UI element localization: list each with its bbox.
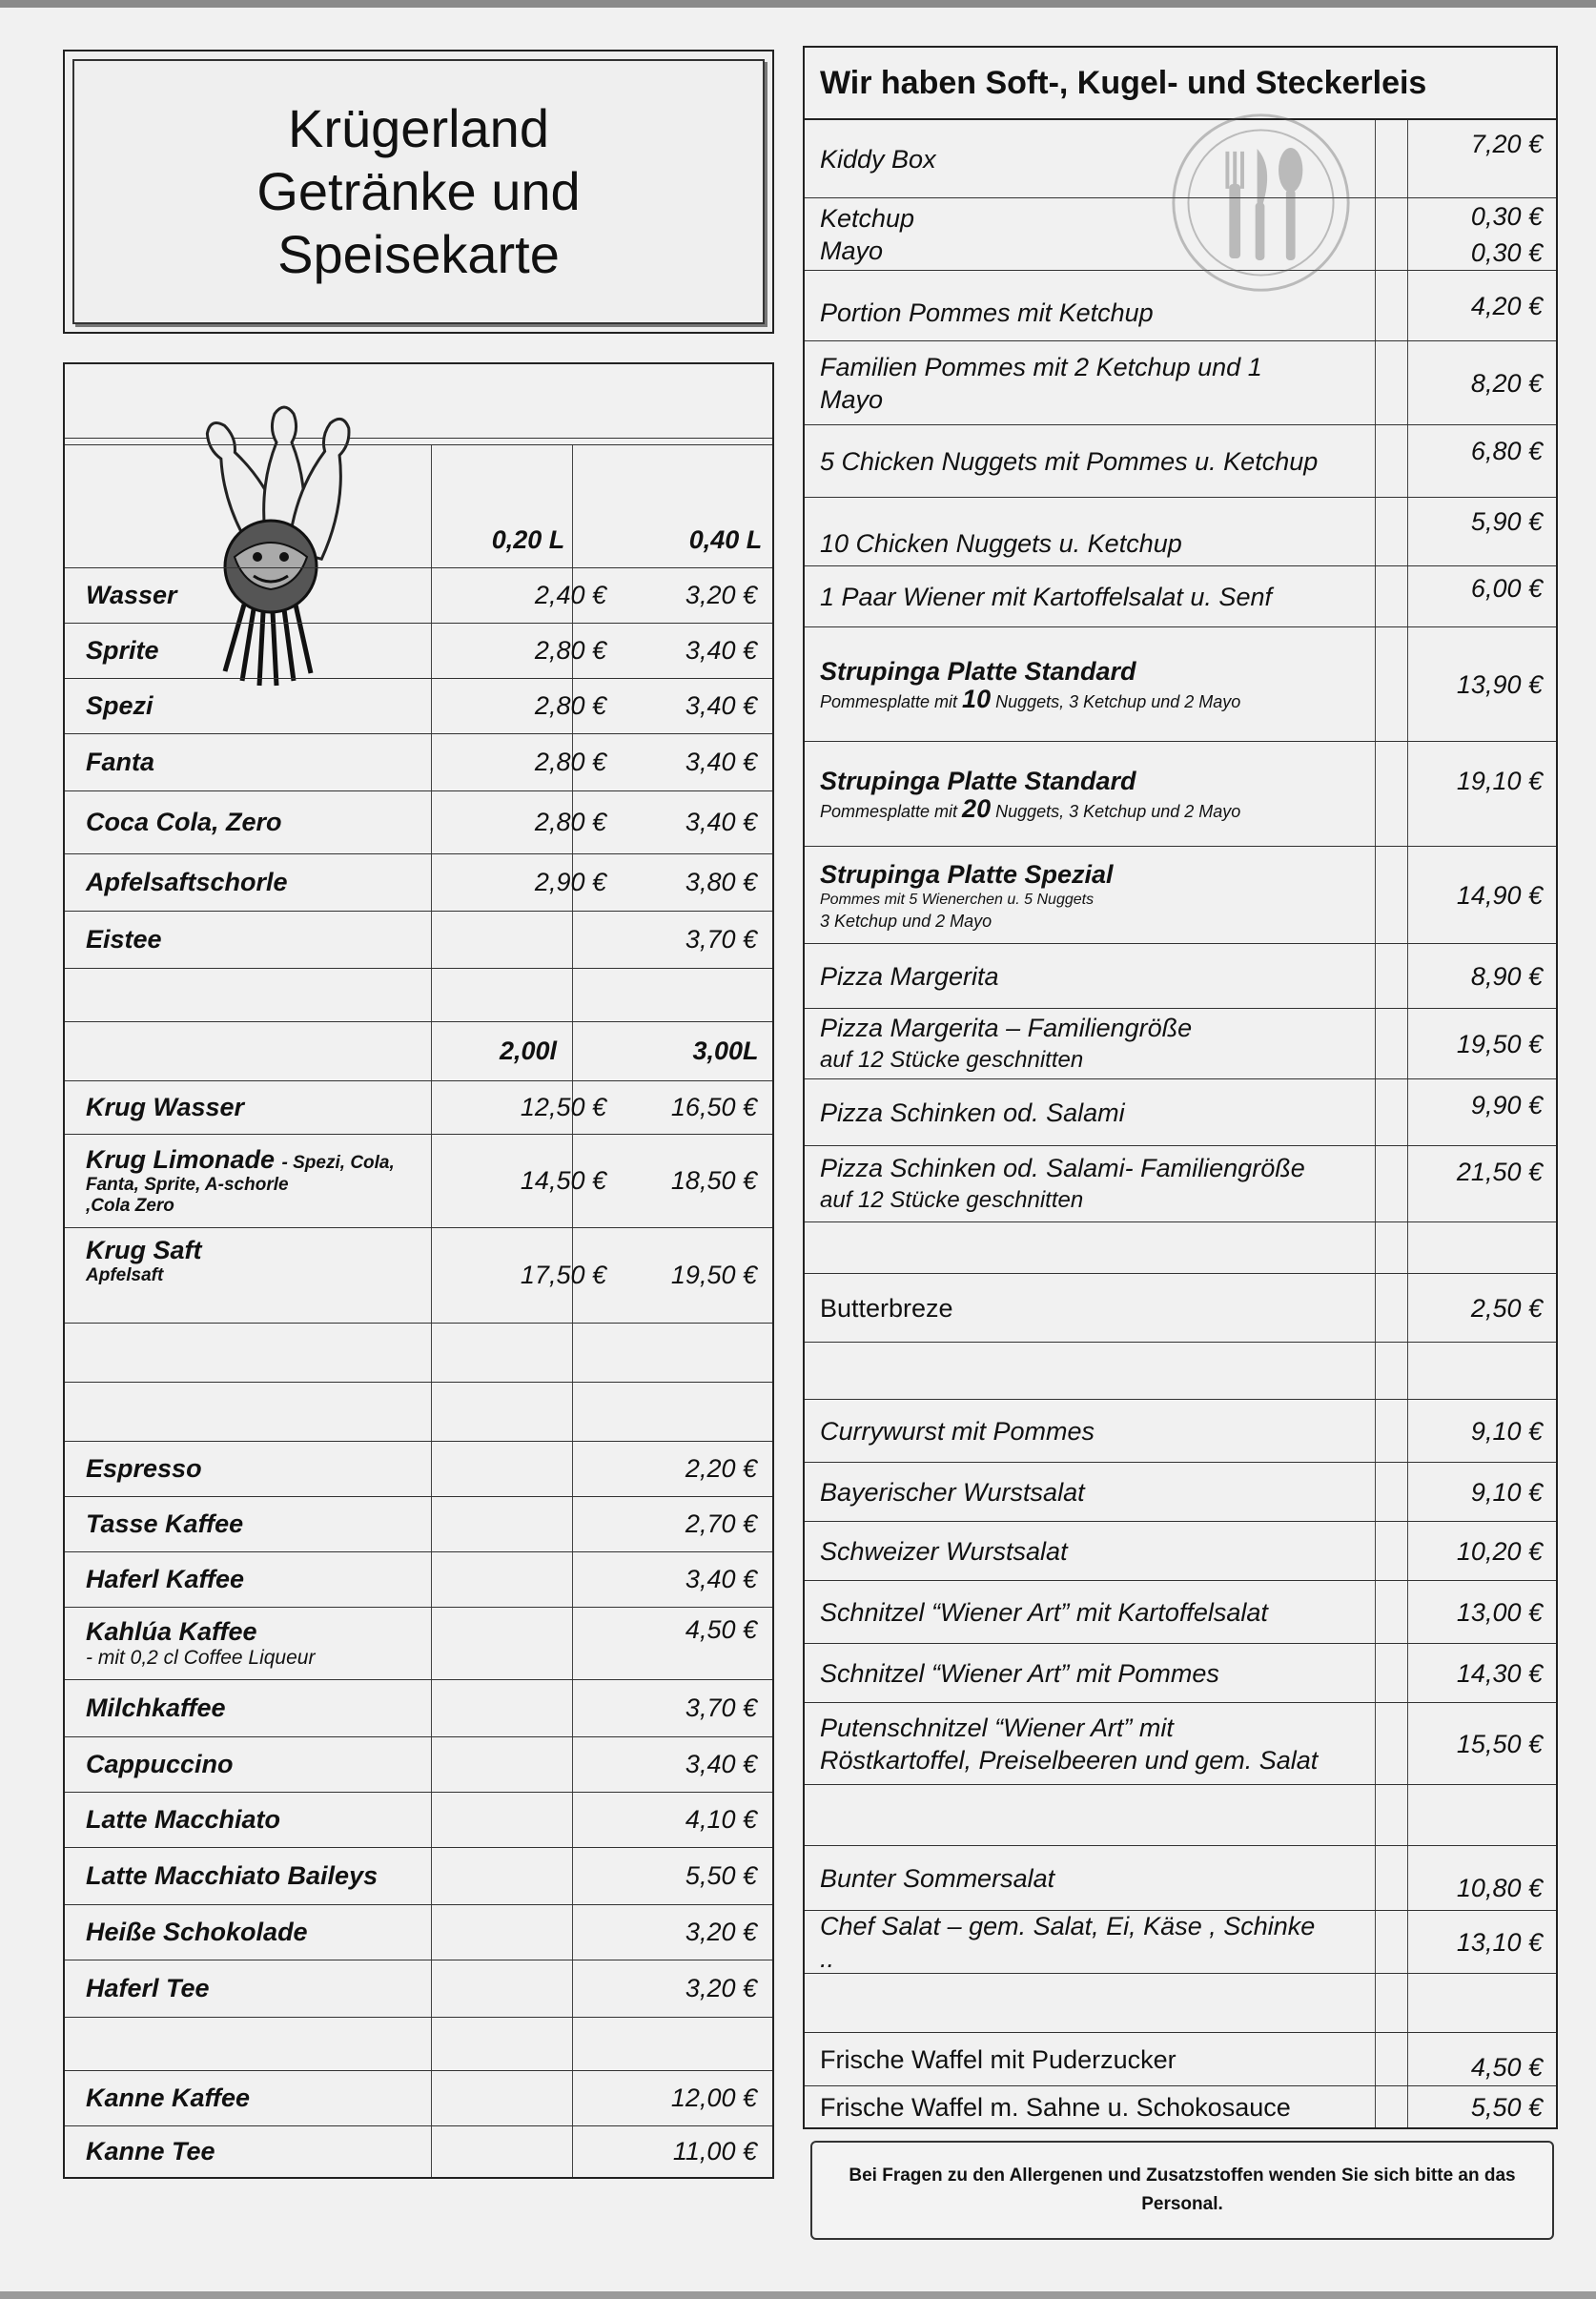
food-name: Pizza Margerita – Familiengröße (820, 1013, 1193, 1042)
food-name-block (820, 1703, 1327, 1784)
krug-price-small: 17,50 € (520, 1261, 606, 1289)
drink-price-small: 2,80 € (534, 636, 606, 665)
krug-row (65, 1135, 772, 1228)
food-name: Frische Waffel m. Sahne u. Schokosauce (820, 2092, 1291, 2122)
food-price: 4,20 € (1470, 291, 1543, 320)
hot-drink-row (65, 1497, 772, 1552)
drink-row (65, 854, 772, 912)
krug-price-small: 12,50 € (520, 1093, 606, 1121)
food-price: 13,90 € (1456, 669, 1543, 699)
food-name: 1 Paar Wiener mit Kartoffelsalat u. Senf (820, 582, 1272, 611)
food-row (805, 1274, 1556, 1343)
krug-price-large: 18,50 € (670, 1166, 757, 1195)
food-name-block (820, 341, 1327, 424)
hot-drink-price: 2,20 € (685, 1454, 757, 1483)
hot-drink-name: Heiße Schokolade (86, 1918, 308, 1946)
hot-drink-name: Milchkaffee (86, 1693, 226, 1722)
hot-drink-price: 3,40 € (685, 1750, 757, 1778)
drink-name: Sprite (86, 636, 159, 665)
food-name-block (820, 847, 1327, 943)
food-price: 8,20 € (1470, 368, 1543, 398)
drink-price-large: 3,40 € (685, 808, 757, 836)
food-price: 14,30 € (1456, 1658, 1543, 1688)
hot-drink-name-block (86, 1608, 315, 1679)
krug-detail: Fanta, Sprite, A-schorle (86, 1175, 289, 1195)
food-detail-number: 20 (962, 794, 992, 823)
hot-drink-name: Tasse Kaffee (86, 1509, 244, 1538)
food-row (805, 1400, 1556, 1463)
food-name-block (820, 627, 1327, 741)
drink-price-small: 2,80 € (534, 748, 606, 776)
krug-price-large: 16,50 € (670, 1093, 757, 1121)
food-name: Butterbreze (820, 1293, 953, 1323)
food-price: 19,50 € (1456, 1029, 1543, 1058)
hot-drink-row (65, 1960, 772, 2018)
hot-drink-name: Haferl Tee (86, 1974, 210, 2002)
food-name-line-2: auf 12 Stücke geschnitten (820, 1046, 1084, 1073)
drink-row-empty (65, 1324, 772, 1383)
food-price: 19,10 € (1456, 767, 1543, 795)
food-price: 5,50 € (1470, 2092, 1543, 2122)
drink-row-empty (65, 2018, 772, 2071)
hot-drink-row (65, 1905, 772, 1960)
drink-price-small: 2,40 € (534, 581, 606, 609)
food-price: 10,80 € (1456, 1874, 1543, 1902)
food-row (805, 2086, 1556, 2127)
food-name-line-2: Mayo (820, 384, 884, 414)
drink-price-small: 2,80 € (534, 691, 606, 720)
krug-detail: ,Cola Zero (86, 1196, 174, 1216)
food-name: Pizza Margerita (820, 961, 999, 991)
drinks-size-header (65, 444, 772, 568)
krug-row (65, 1228, 772, 1324)
food-name: Strupinga Platte Standard (820, 767, 1136, 795)
drinks-table (63, 362, 774, 2179)
food-price: 13,00 € (1456, 1597, 1543, 1627)
food-detail: Pommesplatte mit (820, 692, 963, 711)
food-name: Portion Pommes mit Ketchup (820, 298, 1154, 327)
drink-name: Spezi (86, 691, 153, 720)
food-name: Strupinga Platte Standard (820, 657, 1136, 686)
kanne-name: Kanne Tee (86, 2137, 215, 2166)
drinks-table-blank-header (65, 364, 772, 439)
drink-price-large: 3,40 € (685, 691, 757, 720)
allergen-note: Bei Fragen zu den Allergenen und Zusatzstoffen wenden Sie sich bitte an das Personal. (810, 2141, 1554, 2240)
food-price: 7,20 € (1470, 130, 1543, 158)
food-name: Schnitzel “Wiener Art” mit Pommes (820, 1658, 1219, 1688)
hot-drink-name: Kahlúa Kaffee (86, 1617, 257, 1646)
food-row (805, 425, 1556, 498)
food-price: 0,30 € (1470, 201, 1543, 231)
food-row-empty (805, 1974, 1556, 2033)
food-name: Frische Waffel mit Puderzucker (820, 2044, 1177, 2074)
krug-name: Krug Limonade (86, 1145, 276, 1174)
food-detail: Pommes mit 5 Wienerchen u. 5 Nuggets (820, 891, 1095, 908)
food-name: Strupinga Platte Spezial (820, 859, 1114, 889)
hot-drink-price: 2,70 € (685, 1509, 757, 1538)
kanne-row (65, 2071, 772, 2126)
food-rows (803, 118, 1558, 2129)
cutlery-plate-icon (1168, 110, 1354, 296)
food-detail: Nuggets, 3 Ketchup und 2 Mayo (991, 802, 1241, 821)
food-name: Currywurst mit Pommes (820, 1416, 1095, 1446)
food-row (805, 341, 1556, 425)
hot-drink-detail: - mit 0,2 cl Coffee Liqueur (86, 1647, 316, 1669)
kanne-price: 11,00 € (672, 2137, 757, 2166)
hot-drink-price: 3,40 € (685, 1565, 757, 1593)
hot-drink-name: Cappuccino (86, 1750, 234, 1778)
drink-row (65, 624, 772, 679)
food-row (805, 847, 1556, 944)
hot-drink-name: Espresso (86, 1454, 202, 1483)
hot-drink-price: 3,20 € (685, 1974, 757, 2002)
krug-row (65, 1081, 772, 1135)
size-header-2: 0,40 L (688, 524, 763, 554)
food-name-block (820, 742, 1327, 846)
krug-name: Krug Wasser (86, 1093, 245, 1121)
drink-row (65, 734, 772, 791)
drink-row-empty (65, 969, 772, 1022)
food-row (805, 627, 1556, 742)
drink-price-large: 3,70 € (685, 925, 757, 954)
food-price: 4,50 € (1470, 2053, 1543, 2082)
drink-name: Wasser (86, 581, 177, 609)
drink-price-small: 2,90 € (534, 868, 606, 896)
hot-drink-row (65, 1442, 772, 1497)
food-name-block (820, 1009, 1327, 1078)
food-detail: 3 Ketchup und 2 Mayo (820, 911, 992, 931)
food-row (805, 1079, 1556, 1146)
food-price: 13,10 € (1456, 1927, 1543, 1957)
food-row (805, 1522, 1556, 1581)
food-row (805, 498, 1556, 566)
food-name: Pizza Schinken od. Salami- Familiengröße (820, 1153, 1305, 1182)
food-name: Chef Salat – gem. Salat, Ei, Käse , Schinke .. (820, 1911, 1316, 1973)
title-line-2: Getränke und (256, 161, 581, 221)
food-name: Schnitzel “Wiener Art” mit Kartoffelsalat (820, 1597, 1268, 1627)
title-line-1: Krügerland (288, 98, 549, 158)
food-price: 6,80 € (1470, 437, 1543, 465)
hot-drink-row (65, 1680, 772, 1737)
hot-drink-price: 3,20 € (685, 1918, 757, 1946)
hot-drink-row (65, 1737, 772, 1793)
kanne-price: 12,00 € (670, 2083, 757, 2112)
hot-drink-row (65, 1848, 772, 1905)
food-price: 2,50 € (1470, 1293, 1543, 1323)
krug-name-block (86, 1236, 202, 1323)
krug-name: Krug Saft (86, 1236, 202, 1264)
kanne-row (65, 2126, 772, 2177)
food-row (805, 1581, 1556, 1644)
kanne-name: Kanne Kaffee (86, 2083, 251, 2112)
food-price: 6,00 € (1470, 574, 1543, 603)
food-name: 5 Chicken Nuggets mit Pommes u. Ketchup (820, 446, 1319, 476)
food-row-empty (805, 1785, 1556, 1846)
food-name-line-2: Mayo (820, 236, 884, 265)
drink-name: Apfelsaftschorle (86, 868, 288, 896)
food-row (805, 944, 1556, 1009)
drink-row (65, 791, 772, 854)
food-row-empty (805, 1343, 1556, 1400)
food-row (805, 2033, 1556, 2086)
food-price-2: 0,30 € (1470, 237, 1543, 267)
food-name: Kiddy Box (820, 144, 936, 174)
hot-drink-row (65, 1793, 772, 1848)
food-name: Putenschnitzel “Wiener Art” mit (820, 1713, 1174, 1742)
drink-price-large: 3,20 € (685, 581, 757, 609)
drink-price-large: 3,40 € (685, 748, 757, 776)
size-header-1: 0,20 L (491, 524, 565, 554)
drink-price-large: 3,40 € (685, 636, 757, 665)
food-price: 14,90 € (1456, 880, 1543, 910)
hot-drink-row (65, 1608, 772, 1680)
food-price: 9,90 € (1470, 1091, 1543, 1119)
food-row (805, 1463, 1556, 1522)
food-price: 8,90 € (1470, 961, 1543, 991)
drink-row (65, 679, 772, 734)
krug-price-large: 19,50 € (670, 1261, 757, 1289)
photo-edge-bottom (0, 2291, 1596, 2299)
food-price: 10,20 € (1456, 1536, 1543, 1566)
food-row (805, 1146, 1556, 1222)
food-row-empty (805, 1222, 1556, 1274)
food-price: 9,10 € (1470, 1477, 1543, 1507)
food-row (805, 1009, 1556, 1079)
food-row (805, 742, 1556, 847)
food-name: Ketchup (820, 203, 915, 233)
hot-drink-name: Latte Macchiato Baileys (86, 1861, 379, 1890)
food-row (805, 566, 1556, 627)
drink-row (65, 912, 772, 969)
hot-drink-row (65, 1552, 772, 1608)
food-name: Bunter Sommersalat (820, 1863, 1055, 1893)
drink-price-large: 3,80 € (685, 868, 757, 896)
krug-name-block (86, 1135, 395, 1227)
krug-price-small: 14,50 € (520, 1166, 606, 1195)
drink-name: Eistee (86, 925, 162, 954)
krug-size-header-1: 2,00l (499, 1037, 558, 1065)
food-row (805, 1703, 1556, 1785)
menu-title-box (63, 50, 774, 334)
drink-row-empty (65, 1383, 772, 1442)
food-price-block (1400, 198, 1543, 270)
food-row (805, 1644, 1556, 1703)
drink-price-small: 2,80 € (534, 808, 606, 836)
food-price: 5,90 € (1470, 507, 1543, 536)
drink-row (65, 568, 772, 624)
title-line-3: Speisekarte (277, 224, 560, 284)
food-price: 15,50 € (1456, 1729, 1543, 1758)
krug-detail: Apfelsaft (86, 1265, 164, 1285)
food-name: Schweizer Wurstsalat (820, 1536, 1068, 1566)
hot-drink-price: 4,10 € (685, 1805, 757, 1834)
food-name: 10 Chicken Nuggets u. Ketchup (820, 529, 1182, 558)
hot-drink-name: Latte Macchiato (86, 1805, 281, 1834)
food-row (805, 1911, 1556, 1974)
food-name: Pizza Schinken od. Salami (820, 1098, 1125, 1127)
food-detail: Pommesplatte mit (820, 802, 963, 821)
menu-title-inner (72, 59, 765, 324)
drink-name: Coca Cola, Zero (86, 808, 282, 836)
food-price: 21,50 € (1456, 1158, 1543, 1186)
food-name: Bayerischer Wurstsalat (820, 1477, 1085, 1507)
food-name-line-2: Röstkartoffel, Preiselbeeren und gem. Salat (820, 1745, 1319, 1775)
photo-edge-top (0, 0, 1596, 8)
food-table-title: Wir haben Soft-, Kugel- und Steckerleis (803, 46, 1558, 120)
food-detail-number: 10 (962, 685, 992, 713)
food-table (803, 46, 1558, 2129)
food-name: Familien Pommes mit 2 Ketchup und 1 (820, 352, 1262, 381)
krug-inline-detail: - Spezi, Cola, (281, 1153, 395, 1173)
food-name-block (820, 1146, 1327, 1221)
hot-drink-price: 4,50 € (685, 1615, 757, 1644)
food-price: 9,10 € (1470, 1416, 1543, 1446)
food-row (805, 1846, 1556, 1911)
hot-drink-price: 3,70 € (685, 1693, 757, 1722)
food-detail: Nuggets, 3 Ketchup und 2 Mayo (991, 692, 1241, 711)
hot-drink-price: 5,50 € (685, 1861, 757, 1890)
food-name-line-2: auf 12 Stücke geschnitten (820, 1186, 1084, 1213)
krug-size-header-2: 3,00L (692, 1037, 759, 1065)
hot-drink-name: Haferl Kaffee (86, 1565, 245, 1593)
krug-size-header (65, 1022, 772, 1081)
drink-name: Fanta (86, 748, 155, 776)
